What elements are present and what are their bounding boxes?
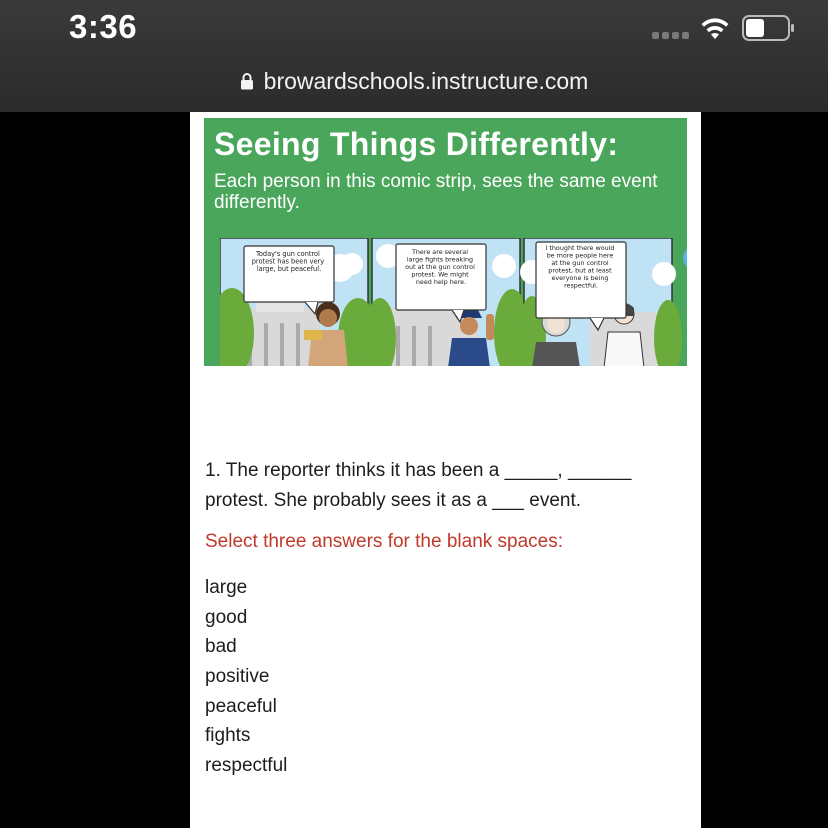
status-time: 3:36 xyxy=(69,8,138,45)
speech-bubble-officer: There are several large fights breaking out at the gun control protest. We might need help here. xyxy=(405,248,475,286)
answer-option[interactable]: good xyxy=(205,606,248,628)
question-text: 1. The reporter thinks it has been a _____, ______ protest. She probably sees it as a ___ event. xyxy=(205,460,632,511)
address-bar[interactable] xyxy=(0,66,828,96)
cellular-signal-icon xyxy=(652,32,689,39)
answer-option[interactable]: large xyxy=(205,577,248,598)
comic-panels xyxy=(220,238,687,366)
comic-strip-image xyxy=(204,118,687,366)
lock-icon xyxy=(240,72,254,90)
answer-option[interactable]: bad xyxy=(205,636,237,658)
answer-option[interactable]: fights xyxy=(205,725,251,747)
status-bar xyxy=(0,0,828,112)
answer-instruction: Select three answers for the blank spaces: xyxy=(205,531,564,552)
url-text: browardschools.instructure.com xyxy=(263,67,589,94)
battery-icon xyxy=(742,15,796,41)
answer-option[interactable]: respectful xyxy=(205,755,288,777)
comic-title: Seeing Things Differently: xyxy=(214,126,619,162)
answer-option[interactable]: peaceful xyxy=(205,695,277,717)
answer-option[interactable]: positive xyxy=(205,666,270,688)
speech-bubble-reporter: Today's gun control protest has been very large, but peaceful. xyxy=(251,250,325,273)
speech-bubble-protester: I thought there would be more people here at the gun control protest, but at least everyone is being respectful. xyxy=(545,244,615,290)
wifi-icon xyxy=(699,15,731,41)
comic-subtitle: Each person in this comic strip, sees the same event differently. xyxy=(214,171,658,213)
answer-options xyxy=(205,573,287,781)
page-content xyxy=(190,112,701,828)
